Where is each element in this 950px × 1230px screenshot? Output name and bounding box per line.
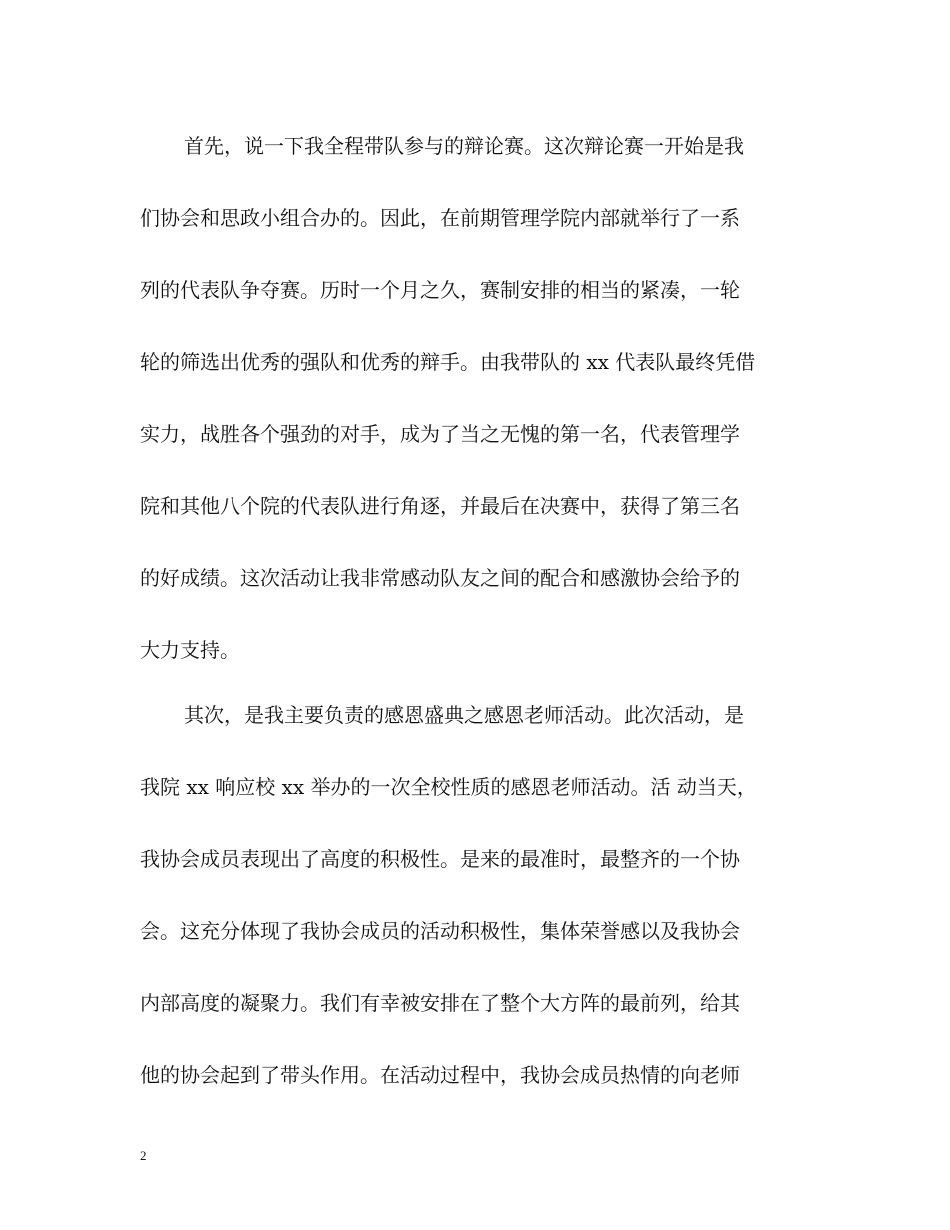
paragraph-1-line-8: 大力支持。 <box>140 638 240 662</box>
paragraph-2-line-2: 我院 xx 响应校 xx 举办的一次全校性质的感恩老师活动。活 动当天， <box>140 775 757 799</box>
paragraph-1-line-1: 首先，说一下我全程带队参与的辩论赛。这次辩论赛一开始是我 <box>184 134 744 158</box>
paragraph-2-line-1: 其次，是我主要负责的感恩盛典之感恩老师活动。此次活动，是 <box>184 703 744 727</box>
paragraph-1-line-5: 实力，战胜各个强劲的对手，成为了当之无愧的第一名，代表管理学 <box>140 422 740 446</box>
paragraph-1-line-7: 的好成绩。这次活动让我非常感动队友之间的配合和感激协会给予的 <box>140 566 740 590</box>
paragraph-1-line-4: 轮的筛选出优秀的强队和优秀的辩手。由我带队的 xx 代表队最终凭借 <box>140 350 756 374</box>
paragraph-2-line-3: 我协会成员表现出了高度的积极性。是来的最准时，最整齐的一个协 <box>140 847 740 871</box>
paragraph-2-line-6: 他的协会起到了带头作用。在活动过程中，我协会成员热情的向老师 <box>140 1063 740 1087</box>
paragraph-2-line-5: 内部高度的凝聚力。我们有幸被安排在了整个大方阵的最前列，给其 <box>140 991 740 1015</box>
paragraph-1-line-3: 列的代表队争夺赛。历时一个月之久，赛制安排的相当的紧凑，一轮 <box>140 278 740 302</box>
paragraph-1-line-6: 院和其他八个院的代表队进行角逐，并最后在决赛中，获得了第三名 <box>140 494 740 518</box>
paragraph-2-line-4: 会。这充分体现了我协会成员的活动积极性，集体荣誉感以及我协会 <box>140 919 740 943</box>
page-number: 2 <box>140 1148 147 1163</box>
paragraph-1-line-2: 们协会和思政小组合办的。因此，在前期管理学院内部就举行了一系 <box>140 206 740 230</box>
